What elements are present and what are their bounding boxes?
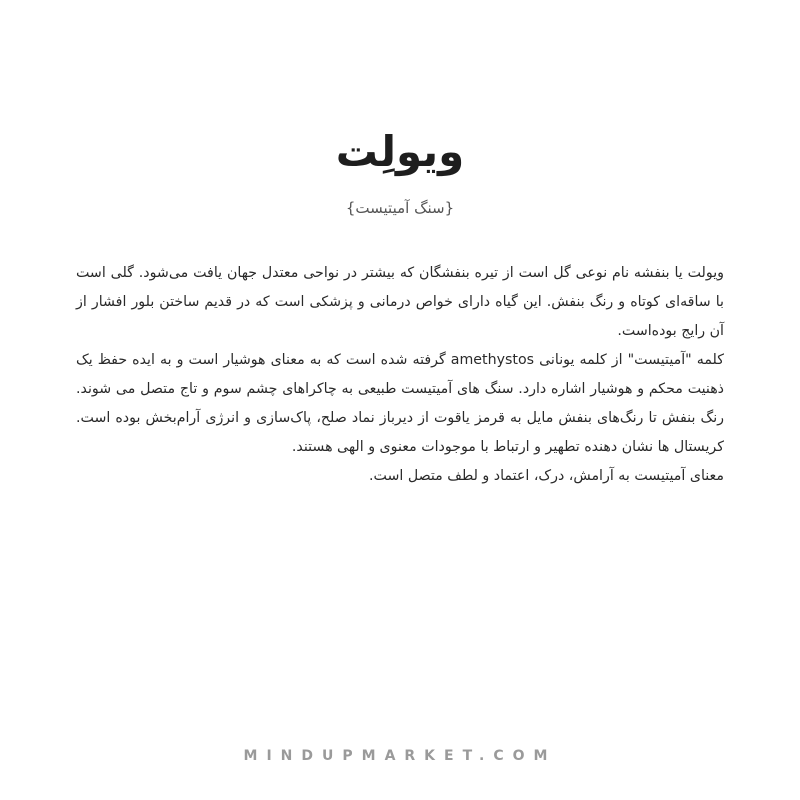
- page-subtitle: {سنگ آمیتیست}: [345, 199, 455, 217]
- body-paragraph-1: ویولت یا بنفشه نام نوعی گل است از تیره بنفشگان که بیشتر در نواحی معتدل جهان یافت می‌شود. گلی است با ساقه‌ای کوتاه و رنگ بنفش. این گیاه دارای خواص درمانی و پزشکی است که در قدیم ساختن بلور افشار از آن رایج بوده‌است.: [76, 265, 724, 339]
- footer-brand: MINDUPMARKET.COM: [243, 748, 557, 764]
- body-paragraph-2: کلمه "آمیتیست" از کلمه یونانی amethystos گرفته شده است که به معنای هوشیار است و به ایده حفظ یک ذهنیت محکم و هوشیار اشاره دارد. سنگ های آمیتیست طبیعی به چاکراهای چشم سوم و تاج متصل می شوند. رنگ بنفش تا رنگ‌های بنفش مایل به قرمز یاقوت از دیرباز نماد صلح، پاک‌سازی و انرژی آرام‌بخش بوده است. کریستال ها نشان دهنده تطهیر و ارتباط با موجودات معنوی و الهی هستند.: [76, 352, 724, 455]
- page-title: ویولِت: [335, 127, 465, 176]
- body-paragraph-3: معنای آمیتیست به آرامش، درک، اعتماد و لطف متصل است.: [369, 468, 724, 484]
- body-text: [76, 259, 724, 491]
